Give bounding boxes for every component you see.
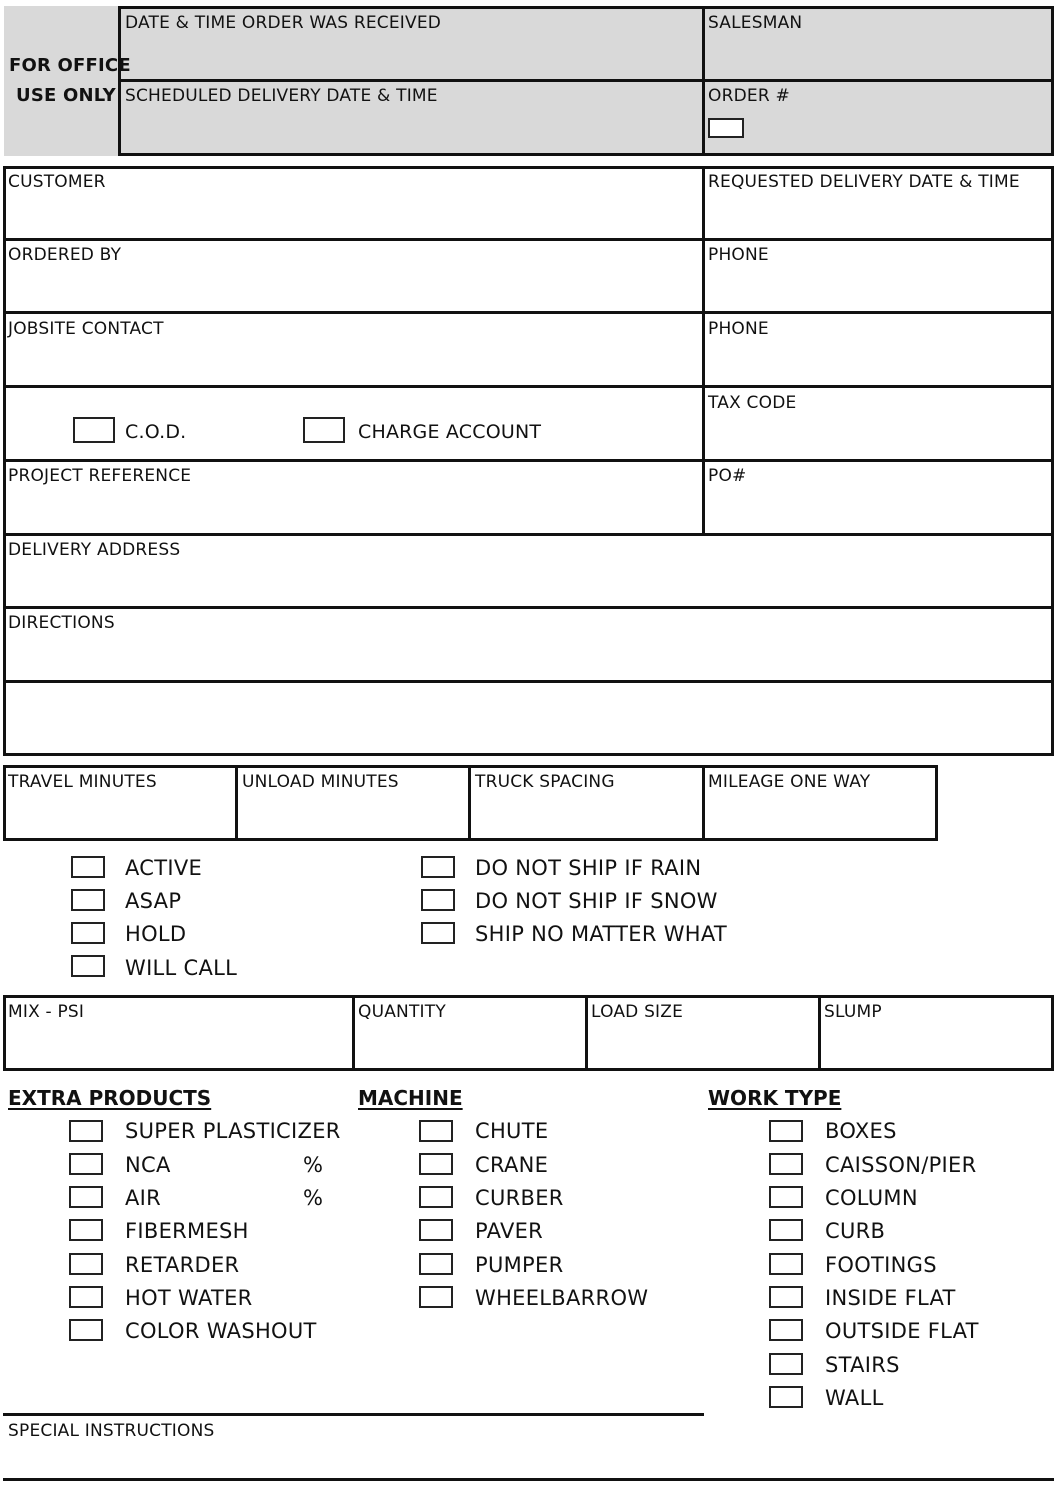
extra-checkbox-nca[interactable] (69, 1153, 103, 1175)
work-label-stairs: STAIRS (825, 1353, 900, 1377)
mileage-one-way-label: MILEAGE ONE WAY (708, 772, 871, 792)
cod-checkbox[interactable] (73, 417, 115, 443)
machine-checkbox-pumper[interactable] (419, 1253, 453, 1275)
work-label-footings: FOOTINGS (825, 1253, 937, 1277)
work-label-inside-flat: INSIDE FLAT (825, 1286, 956, 1310)
customer-label: CUSTOMER (8, 172, 106, 192)
ordered-by-label: ORDERED BY (8, 245, 122, 265)
office-side-label-1: FOR OFFICE (9, 55, 131, 76)
status-label-hold: HOLD (125, 922, 187, 946)
work-checkbox-curb[interactable] (769, 1219, 803, 1241)
po-label: PO# (708, 466, 747, 486)
project-reference-label: PROJECT REFERENCE (8, 466, 192, 486)
extra-products-header: EXTRA PRODUCTS (8, 1086, 212, 1110)
work-checkbox-inside-flat[interactable] (769, 1286, 803, 1308)
machine-label-curber: CURBER (475, 1186, 564, 1210)
status-label-will-call: WILL CALL (125, 956, 238, 980)
weather-checkbox-rain[interactable] (421, 856, 455, 878)
work-checkbox-footings[interactable] (769, 1253, 803, 1275)
mix-col-1 (352, 995, 355, 1071)
mix-col-2 (585, 995, 588, 1071)
row-line-6 (3, 606, 1054, 609)
mix-col-3 (818, 995, 821, 1071)
extra-checkbox-super-plasticizer[interactable] (69, 1120, 103, 1142)
unload-minutes-label: UNLOAD MINUTES (242, 772, 399, 792)
date-time-received-label: DATE & TIME ORDER WAS RECEIVED (125, 13, 442, 33)
machine-checkbox-curber[interactable] (419, 1186, 453, 1208)
phone-label-2: PHONE (708, 319, 769, 339)
extra-label-retarder: RETARDER (125, 1253, 240, 1277)
status-checkbox-will-call[interactable] (71, 955, 105, 977)
status-label-active: ACTIVE (125, 856, 203, 880)
weather-checkbox-ship-anyway[interactable] (421, 922, 455, 944)
phone-label-1: PHONE (708, 245, 769, 265)
work-label-curb: CURB (825, 1219, 886, 1243)
logistics-col-1 (235, 765, 238, 841)
logistics-col-2 (468, 765, 471, 841)
extra-checkbox-retarder[interactable] (69, 1253, 103, 1275)
special-instructions-top-line (3, 1413, 704, 1416)
machine-label-pumper: PUMPER (475, 1253, 564, 1277)
work-checkbox-stairs[interactable] (769, 1353, 803, 1375)
work-label-caisson-pier: CAISSON/PIER (825, 1153, 977, 1177)
work-type-header: WORK TYPE (708, 1086, 842, 1110)
cod-label: C.O.D. (125, 421, 187, 443)
work-label-wall: WALL (825, 1386, 884, 1410)
work-checkbox-wall[interactable] (769, 1386, 803, 1408)
work-label-column: COLUMN (825, 1186, 918, 1210)
machine-label-crane: CRANE (475, 1153, 549, 1177)
status-checkbox-active[interactable] (71, 856, 105, 878)
extra-label-air: AIR (125, 1186, 162, 1210)
machine-checkbox-wheelbarrow[interactable] (419, 1286, 453, 1308)
special-instructions-bottom-line (3, 1478, 1054, 1481)
load-size-label: LOAD SIZE (591, 1002, 684, 1022)
row-line-1 (3, 238, 1054, 241)
office-divider-h (118, 79, 1054, 82)
status-label-asap: ASAP (125, 889, 182, 913)
order-number-label: ORDER # (708, 86, 790, 106)
mix-grid (3, 995, 1054, 1071)
weather-label-snow: DO NOT SHIP IF SNOW (475, 889, 718, 913)
status-checkbox-hold[interactable] (71, 922, 105, 944)
requested-delivery-label: REQUESTED DELIVERY DATE & TIME (708, 172, 1020, 192)
travel-minutes-label: TRAVEL MINUTES (8, 772, 157, 792)
work-checkbox-outside-flat[interactable] (769, 1319, 803, 1341)
quantity-label: QUANTITY (358, 1002, 446, 1022)
work-checkbox-column[interactable] (769, 1186, 803, 1208)
order-number-box[interactable] (708, 118, 744, 138)
special-instructions-label: SPECIAL INSTRUCTIONS (8, 1421, 215, 1441)
machine-checkbox-crane[interactable] (419, 1153, 453, 1175)
extra-label-fibermesh: FIBERMESH (125, 1219, 249, 1243)
air-percent: % (303, 1186, 324, 1210)
machine-checkbox-paver[interactable] (419, 1219, 453, 1241)
slump-label: SLUMP (824, 1002, 882, 1022)
tax-code-label: TAX CODE (708, 393, 797, 413)
work-checkbox-boxes[interactable] (769, 1120, 803, 1142)
charge-account-checkbox[interactable] (303, 417, 345, 443)
row-line-2 (3, 311, 1054, 314)
directions-label: DIRECTIONS (8, 613, 115, 633)
status-checkbox-asap[interactable] (71, 889, 105, 911)
extra-label-color-washout: COLOR WASHOUT (125, 1319, 317, 1343)
row-line-3 (3, 385, 1054, 388)
extra-checkbox-color-washout[interactable] (69, 1319, 103, 1341)
special-instructions-field[interactable] (3, 1444, 1054, 1478)
weather-label-rain: DO NOT SHIP IF RAIN (475, 856, 702, 880)
machine-label-wheelbarrow: WHEELBARROW (475, 1286, 649, 1310)
office-side-label-2: USE ONLY (16, 85, 116, 106)
extra-label-nca: NCA (125, 1153, 171, 1177)
work-checkbox-caisson-pier[interactable] (769, 1153, 803, 1175)
machine-checkbox-chute[interactable] (419, 1120, 453, 1142)
scheduled-delivery-label: SCHEDULED DELIVERY DATE & TIME (125, 86, 438, 106)
extra-label-super-plasticizer: SUPER PLASTICIZER (125, 1119, 341, 1143)
machine-label-paver: PAVER (475, 1219, 544, 1243)
extra-checkbox-fibermesh[interactable] (69, 1219, 103, 1241)
jobsite-contact-label: JOBSITE CONTACT (8, 319, 164, 339)
logistics-col-3 (702, 765, 705, 841)
col-line (702, 166, 705, 533)
row-line-7 (3, 680, 1054, 683)
charge-account-label: CHARGE ACCOUNT (358, 421, 542, 443)
extra-label-hot-water: HOT WATER (125, 1286, 253, 1310)
salesman-label: SALESMAN (708, 13, 803, 33)
weather-label-ship-anyway: SHIP NO MATTER WHAT (475, 922, 728, 946)
machine-header: MACHINE (358, 1086, 463, 1110)
weather-checkbox-snow[interactable] (421, 889, 455, 911)
work-label-outside-flat: OUTSIDE FLAT (825, 1319, 979, 1343)
nca-percent: % (303, 1153, 324, 1177)
truck-spacing-label: TRUCK SPACING (475, 772, 615, 792)
extra-checkbox-hot-water[interactable] (69, 1286, 103, 1308)
machine-label-chute: CHUTE (475, 1119, 549, 1143)
delivery-address-label: DELIVERY ADDRESS (8, 540, 181, 560)
mix-psi-label: MIX - PSI (8, 1002, 85, 1022)
row-line-4 (3, 459, 1054, 462)
work-label-boxes: BOXES (825, 1119, 897, 1143)
extra-checkbox-air[interactable] (69, 1186, 103, 1208)
row-line-5 (3, 533, 1054, 536)
office-divider-v (702, 6, 705, 156)
